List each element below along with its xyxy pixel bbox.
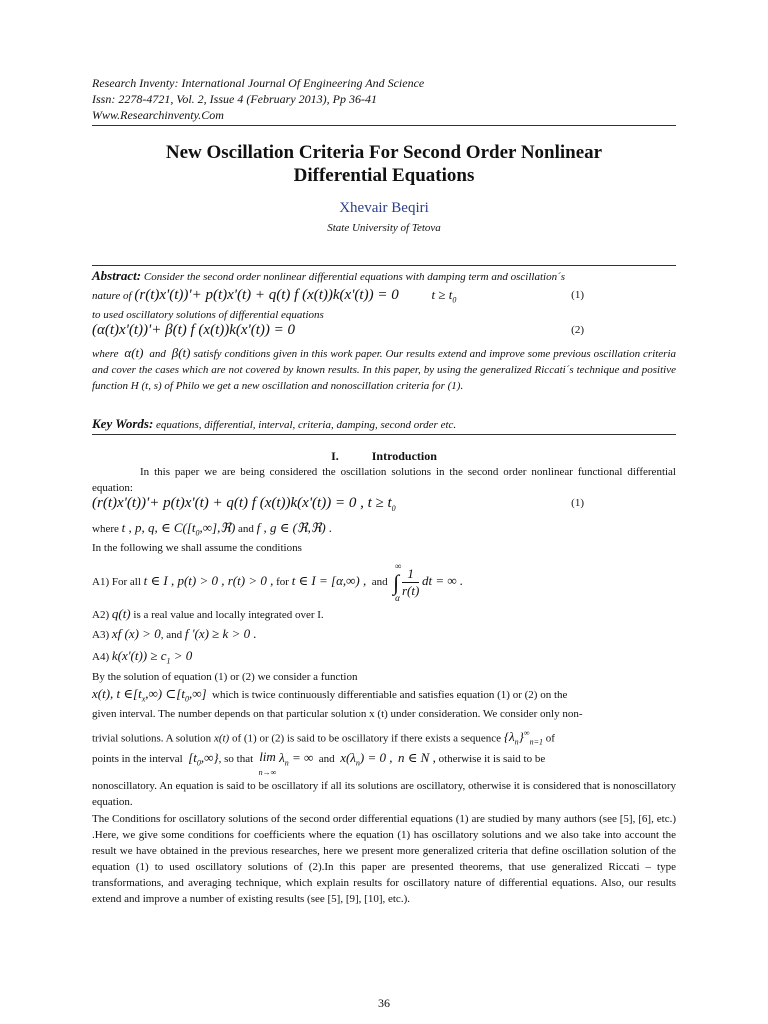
abstract-eq2-number: (2) xyxy=(571,324,584,336)
section-number: I. xyxy=(331,449,339,463)
where-math-2: f , g ∈ (ℜ,ℜ) . xyxy=(256,520,333,535)
page-number: 36 xyxy=(378,996,390,1010)
condition-a4 xyxy=(92,648,676,670)
solution-function: x(t), t $\in[t_x,\infty)$ $\subset[t_0,\infty]$ xyxy=(92,686,207,704)
a1-for: for xyxy=(276,576,289,589)
limit-expr: $\lambda_n$ = ∞ xyxy=(279,750,314,768)
a1-tail: dt = ∞ . xyxy=(422,573,464,589)
section-title: Introduction xyxy=(371,449,437,463)
a3-math: xf (x) > 0 xyxy=(111,626,161,641)
abstract-intro: Consider the second order nonlinear differential equations with damping term and oscillation´s xyxy=(143,271,566,283)
a3-label: A3) xyxy=(92,629,110,641)
abstract-equation-1: (r(t)x'(t))'+ p(t)x'(t) + q(t) f (x(t))k(x'(t)) = 0 xyxy=(134,287,399,303)
intro-equation-line xyxy=(92,495,676,517)
n-in-N: n ∈ N , xyxy=(398,750,436,765)
author-affiliation: State University of Tetova xyxy=(327,222,441,234)
a2-label: A2) xyxy=(92,609,110,621)
abstract-label: Abstract: xyxy=(92,268,142,283)
abstract-bottom-rule xyxy=(92,434,676,435)
a1-math: t ∈ I , p(t) > 0 , r(t) > 0 , xyxy=(143,573,274,589)
journal-name: Research Inventy: International Journal Of Engineering And Science xyxy=(92,76,425,90)
solution-function-text: which is twice continuously differentiable and satisfies equation (1) or (2) on the xyxy=(212,689,568,701)
condition-a3 xyxy=(92,626,676,643)
header-rule xyxy=(92,125,676,126)
assume-line: In the following we shall assume the conditions xyxy=(92,542,302,554)
abstract-and: and xyxy=(149,348,166,360)
interval-math: $[t_0,\infty\}$ xyxy=(188,750,219,768)
solution-line-3: given interval. The number depends on that particular solution x (t) under consideration. We consider only non- xyxy=(92,708,583,720)
abstract-used-line: to used oscillatory solutions of differential equations xyxy=(92,309,324,321)
a4-math: $k(x'(t)) \ge c_1 > 0$ xyxy=(111,648,193,666)
solution-line-4: trivial solutions. A solution x(t) of (1) or (2) is said to be oscillatory if there exists a sequence $\{\lambda_n\}^\infty_{n=1}$ of xyxy=(92,729,555,747)
a1-fraction: $\frac{1}{r(t)}$ xyxy=(401,566,420,598)
journal-issn: Issn: 2278-4721, Vol. 2, Issue 4 (February 2013), Pp 36-41 xyxy=(92,92,377,106)
limit-math: lim n→∞ xyxy=(258,749,277,777)
paper-title xyxy=(92,141,676,187)
journal-header xyxy=(92,75,424,123)
abstract-eq1-number: (1) xyxy=(571,289,584,301)
where-and: and xyxy=(238,523,254,535)
keywords-line xyxy=(92,416,676,433)
keywords-text: equations, differential, interval, criteria, damping, second order etc. xyxy=(156,419,457,431)
a2-math: q(t) xyxy=(111,606,131,621)
a1-interval: t ∈ I = [α,∞) , xyxy=(291,573,367,589)
where-line xyxy=(92,520,676,542)
abstract-rest: satisfy conditions given in this work paper. Our results extend and improve some previous oscillation criteria and cover the cases which are not covered by known results. In this paper, by using the generalized Riccati´s technique and positive function H (t, s) of Philo we get a new oscillation and nonoscillation criteria for (1). xyxy=(92,348,677,392)
keywords-label: Key Words: xyxy=(92,416,154,431)
title-line-2: Differential Equations xyxy=(293,165,475,186)
title-line-1: New Oscillation Criteria For Second Order Nonlinear xyxy=(165,142,603,163)
where-math-1: t , p, q, ∈ $C([t_0,\infty],ℜ)$ xyxy=(121,520,236,538)
intro-equation: (r(t)x'(t))'+ p(t)x'(t) + q(t) f (x(t))k(x'(t)) = 0 , $t \ge t_0$ xyxy=(92,495,396,513)
abstract-beta: β(t) xyxy=(171,345,191,360)
condition-a1 xyxy=(92,560,676,603)
solution-line-5: points in the interval $[t_0,\infty\}$, so that lim n→∞ $\lambda_n$ = ∞ and $x(\lambda_n) = 0$ , n ∈ N , otherwise it is said to be xyxy=(92,750,676,780)
abstract-body xyxy=(92,345,676,394)
a1-label: A1) For all xyxy=(92,576,141,589)
abstract-top-rule xyxy=(92,265,676,266)
abstract-alpha: α(t) xyxy=(124,345,144,360)
a1-and: and xyxy=(371,576,388,589)
journal-website: Www.Researchinventy.Com xyxy=(92,108,224,122)
zero-math: $x(\lambda_n) = 0$ , xyxy=(340,750,393,768)
abstract-eq1-condition: $t \ge t_0$ xyxy=(431,287,457,305)
author-name: Xhevair Beqiri xyxy=(339,200,429,216)
abstract-intro-line xyxy=(92,268,676,285)
a2-text: is a real value and locally integrated over I. xyxy=(133,609,324,621)
a3-and: , and xyxy=(160,629,183,641)
abstract-nature-of: nature of xyxy=(92,290,132,302)
sequence-math: $\{\lambda_n\}^\infty_{n=1}$ xyxy=(503,729,543,747)
intro-equation-number: (1) xyxy=(571,497,584,509)
abstract-where: where xyxy=(92,348,119,360)
integral-symbol: ∫ ∞ α xyxy=(393,560,402,603)
a4-label: A4) xyxy=(92,651,110,663)
intro-paragraph-1: In this paper we are being considered the oscillation solutions in the second order nonlinear functional differential equation: xyxy=(92,466,676,494)
solution-line-6: nonoscillatory. An equation is said to be oscillatory if all its solutions are oscillatory, otherwise it is considered that is nonoscillatory equation. xyxy=(92,780,676,808)
solution-function-line xyxy=(92,686,676,708)
intro-paragraph-3: The Conditions for oscillatory solutions of the second order differential equations (1) are studied by many authors (see [5], [6], etc.) .Here, we give some conditions for coefficients where the equation (1) has oscillatory solutions and we also take into account the result we have obtained in the previous researches, here we present more generalized criteria that define oscillation solution of the equation (1) to used oscillatory solutions of (2).In this paper are presented theorems, that use generalized Riccati – type transformations, and averaging technique, which explain results for oscillatory nature of differential equations. Also, our results extend and improve a number of existing results (see [5], [9], [10], etc.). xyxy=(92,813,676,905)
solution-x: x(t) xyxy=(213,732,230,745)
abstract-equation-2: (α(t)x'(t))'+ β(t) f (x(t))k(x'(t)) = 0 xyxy=(92,322,296,338)
solution-intro: By the solution of equation (1) or (2) we consider a function xyxy=(92,671,358,683)
where-word: where xyxy=(92,523,119,535)
abstract-eq1-line xyxy=(92,287,676,309)
condition-a2 xyxy=(92,606,676,623)
abstract-eq2-line xyxy=(92,322,676,339)
section-heading xyxy=(92,449,676,464)
a3-math-2: f '(x) ≥ k > 0 . xyxy=(184,626,257,641)
